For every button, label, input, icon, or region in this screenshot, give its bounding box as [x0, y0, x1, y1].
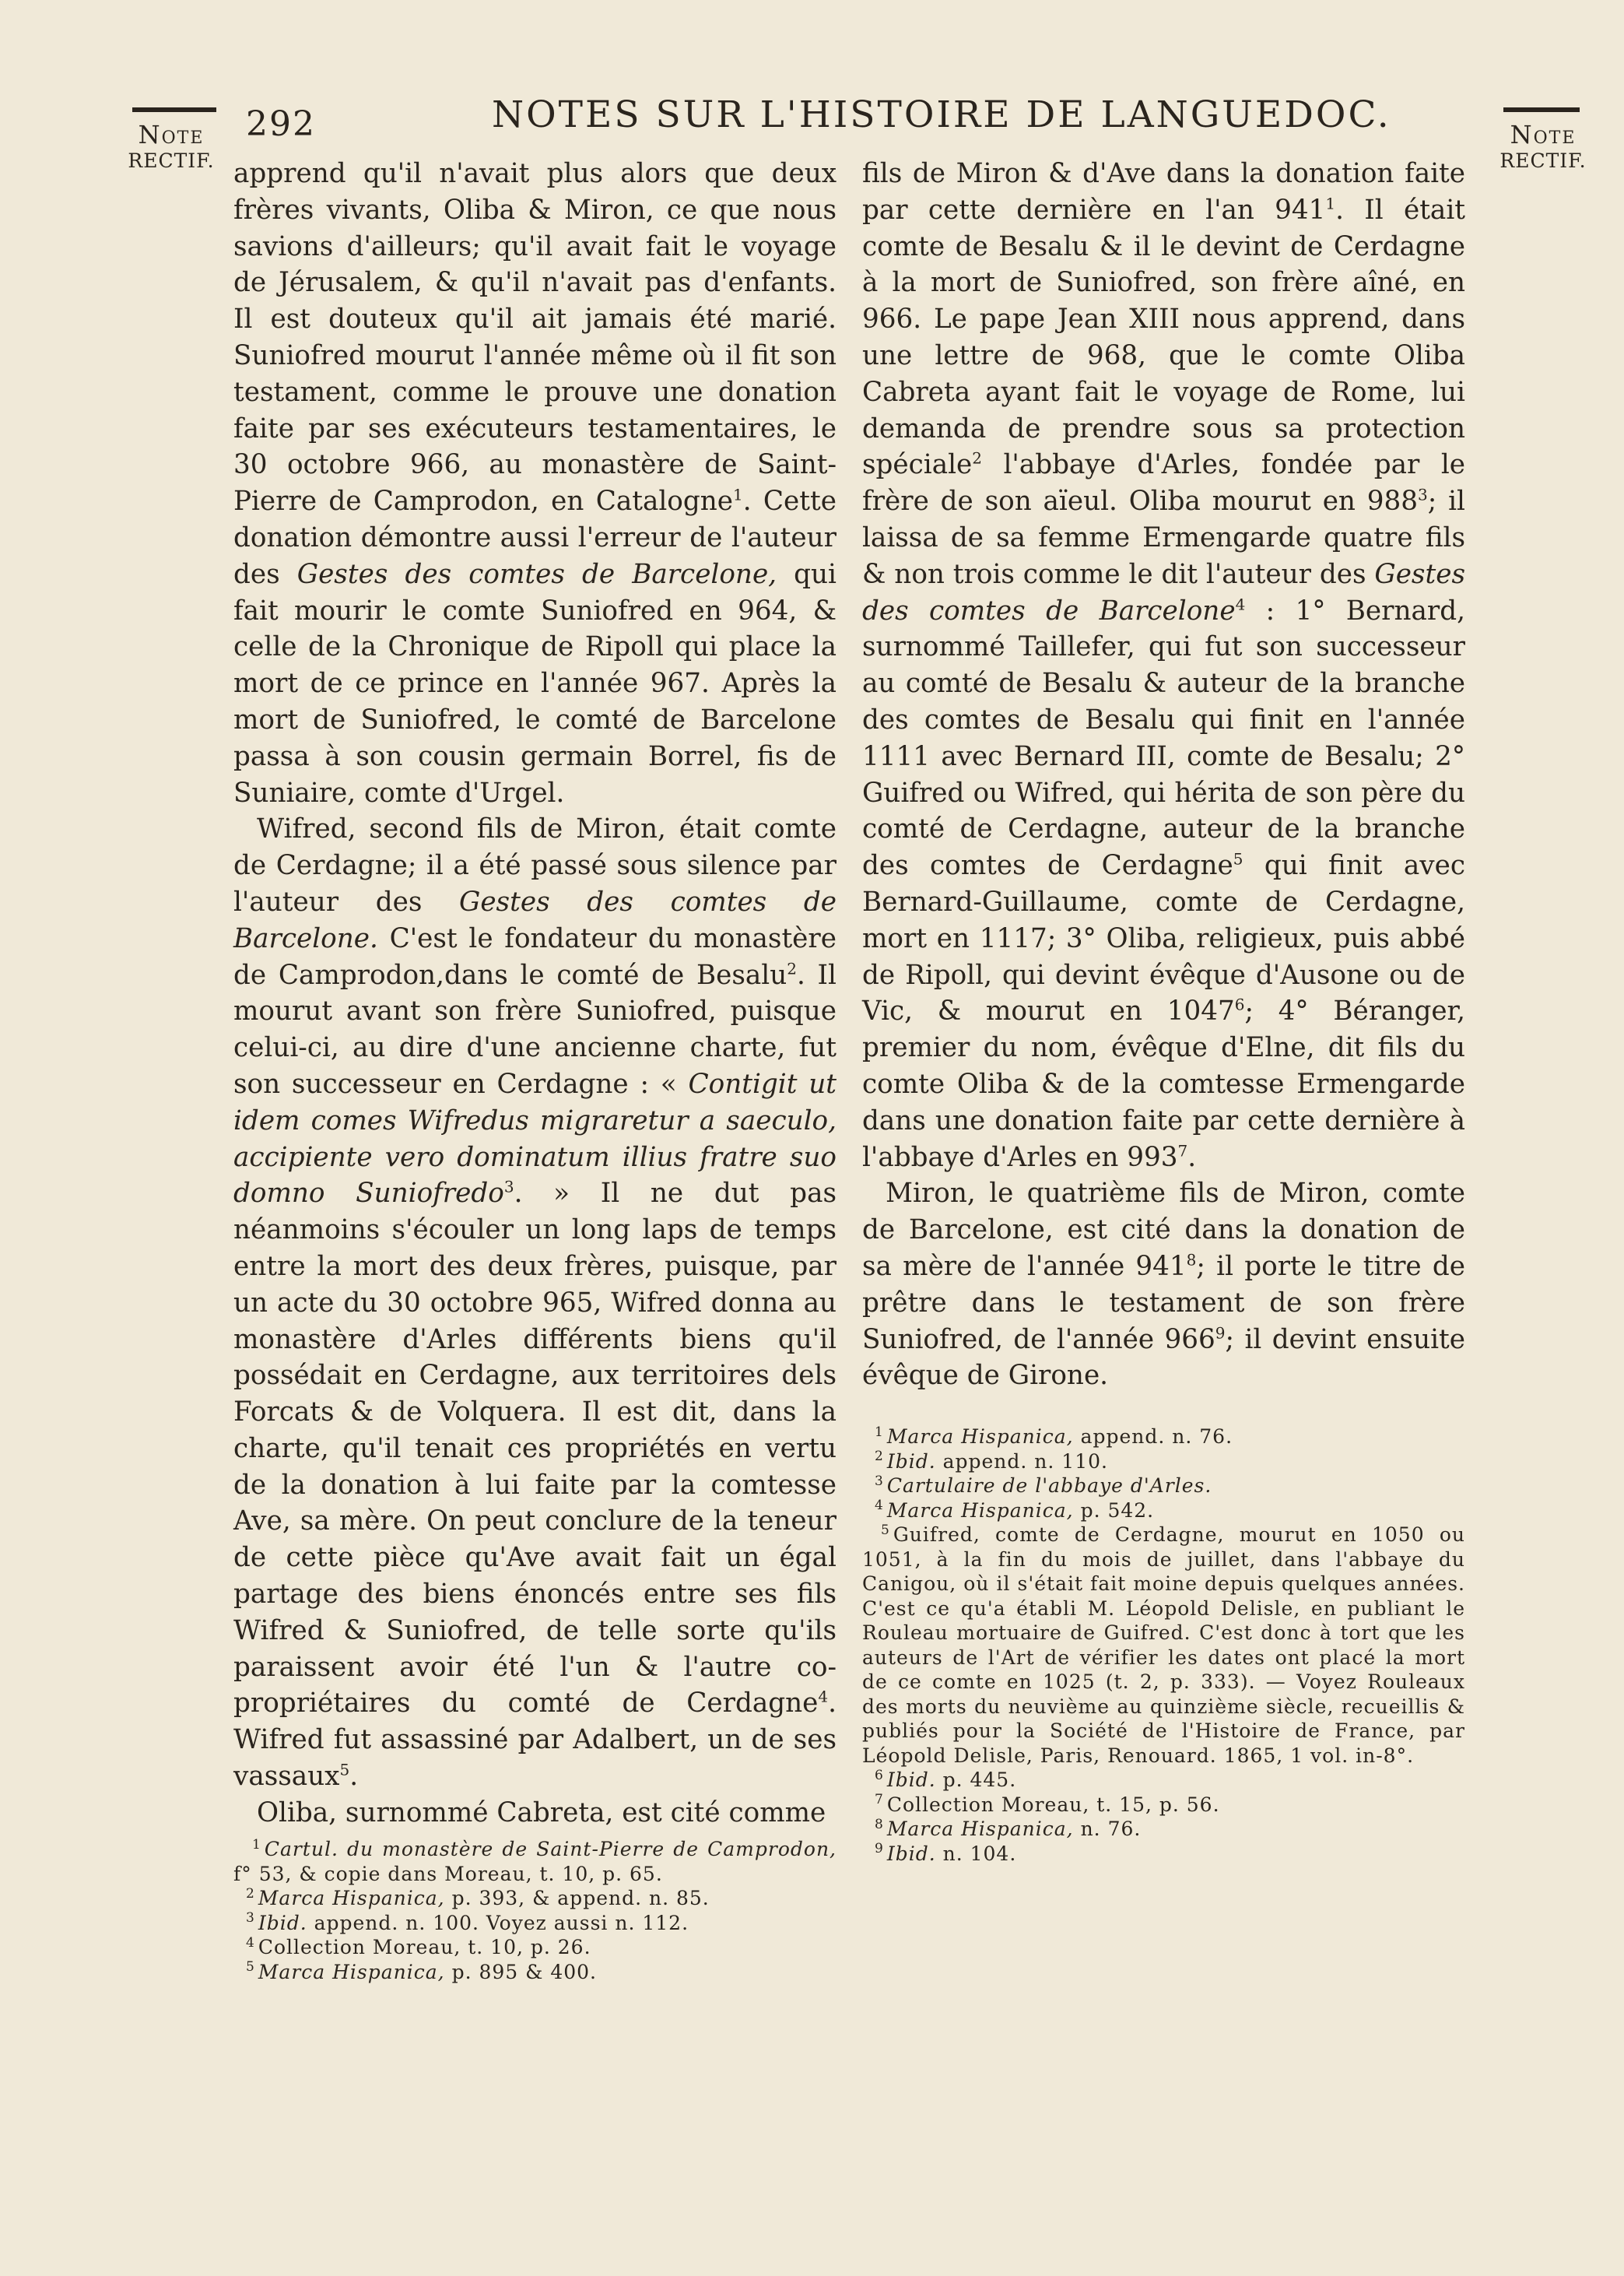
footnote — [862, 1817, 1465, 1842]
text-run: qui finit avec Bernard-Guillaume, comte de Cerdagne, mort en 1117; 3° Oliba, religieux, puis abbé de Ripoll, qui devint évêque d'Ausone ou de Vic, & mourut en 1047 — [862, 850, 1465, 1027]
footnote — [233, 1911, 837, 1936]
margin-note-right — [1492, 121, 1594, 174]
text-run: ; il devint ensuite évêque de Girone. — [862, 1323, 1466, 1392]
footnote — [862, 1768, 1465, 1793]
right-paragraph-1 — [862, 156, 1465, 1175]
footnote — [862, 1793, 1465, 1818]
italic-title: Gestes des comtes de Barcelone. — [233, 886, 837, 954]
footnote-mark: 9 — [875, 1841, 884, 1857]
footnote-ref: 2 — [787, 959, 797, 978]
footnote-mark: 5 — [881, 1522, 890, 1538]
footnote-ref: 5 — [1233, 849, 1243, 869]
footnote-title: Marca Hispanica, — [258, 1960, 445, 1983]
footnote — [862, 1473, 1465, 1498]
text-run: ; il laissa de sa femme Ermengarde quatre fils & non trois comme le dit l'auteur des — [862, 486, 1465, 590]
footnote-ref: 4 — [1235, 595, 1246, 614]
footnote-ref: 1 — [1325, 194, 1336, 213]
footnote-title: Ibid. — [886, 1449, 936, 1473]
footnotes-right — [862, 1424, 1465, 1866]
footnote — [862, 1523, 1465, 1768]
footnote — [233, 1837, 837, 1886]
footnote-ref: 7 — [1177, 1141, 1188, 1161]
text-run: fils de Miron & d'Ave dans la donation faite par cette dernière en l'an 941 — [862, 158, 1465, 226]
footnote-text: f° 53, & copie dans Moreau, t. 10, p. 65. — [233, 1862, 663, 1885]
right-column — [862, 156, 1465, 1394]
text-run: . Cette donation démontre aussi l'erreur de l'auteur des — [233, 486, 837, 590]
text-run: Wifred, second fils de Miron, était comte de Cerdagne; il a été passé sous silence par l'auteur des — [233, 813, 837, 918]
margin-rule-left — [132, 107, 216, 112]
footnote-mark: 3 — [246, 1910, 255, 1927]
footnote-text: append. n. 76. — [1073, 1425, 1233, 1448]
footnote-mark: 4 — [875, 1498, 884, 1514]
margin-rule-right — [1503, 107, 1580, 112]
footnote-title: Cartulaire de l'abbaye d'Arles. — [886, 1474, 1212, 1497]
margin-note-left — [117, 121, 226, 174]
footnote-title: Marca Hispanica, — [886, 1498, 1074, 1522]
text-run: ; 4° Béranger, premier du nom, évêque d'Elne, dit fils du comte Oliba & de la comtesse Ermengarde dans une donation faite par cette dernière à l'abbaye d'Arles en 993 — [862, 996, 1466, 1173]
text-run: l'abbaye d'Arles, fondée par le frère de son aïeul. Oliba mourut en 988 — [862, 449, 1465, 518]
margin-note-right-line1: Note — [1510, 120, 1577, 149]
text-run: qui fait mourir le comte Suniofred en 964, & celle de la Chronique de Ripoll qui place la mort de ce prince en l'année 967. Après la mort de Suniofred, le comté de Barcelone passa à son cousin germain Borrel, fis de Suniaire, comte d'Urgel. — [233, 558, 837, 809]
footnote-text: p. 895 & 400. — [444, 1960, 597, 1983]
footnote-text: p. 542. — [1073, 1498, 1155, 1522]
footnote-title: Ibid. — [258, 1911, 307, 1934]
footnote — [862, 1498, 1465, 1523]
footnote-text: n. 104. — [935, 1842, 1017, 1865]
footnote-title: Ibid. — [886, 1842, 936, 1865]
footnote-ref: 2 — [972, 448, 983, 468]
footnote-text: Collection Moreau, t. 10, p. 26. — [258, 1936, 591, 1958]
footnote-text: append. n. 100. Voyez aussi n. 112. — [307, 1911, 689, 1934]
footnote-title: Marca Hispanica, — [258, 1887, 445, 1909]
footnote-mark: 8 — [875, 1816, 884, 1832]
footnote-ref: 6 — [1234, 995, 1245, 1014]
running-title: NOTES SUR L'HISTOIRE DE LANGUEDOC. — [492, 93, 1391, 136]
italic-title: Gestes des comtes de Barcelone — [862, 558, 1465, 627]
footnote-ref: 8 — [1186, 1250, 1197, 1270]
footnote-ref: 9 — [1215, 1323, 1226, 1343]
latin-quote: Contigit ut idem comes Wifredus migraretur a saeculo, accipiente vero dominatum illius fratre suo domno Suniofredo — [233, 1068, 837, 1210]
text-run: . Il était comte de Besalu & il le devint de Cerdagne à la mort de Suniofred, son frère aîné, en 966. Le pape Jean XIII nous apprend, dans une lettre de 968, que le comte Oliba Cabreta ayant fait le voyage de Rome, lui demanda de prendre sous sa protection spéciale — [862, 194, 1465, 481]
footnote-title: Ibid. — [886, 1768, 936, 1791]
footnote-mark: 5 — [246, 1959, 255, 1976]
page-number: 292 — [246, 104, 316, 144]
footnote-mark: 4 — [246, 1934, 255, 1951]
footnote-mark: 7 — [875, 1792, 884, 1808]
left-paragraph-2 — [233, 811, 837, 1795]
text-run: Miron, le quatrième fils de Miron, comte de Barcelone, est cité dans la donation de sa mère de l'année 941 — [862, 1178, 1465, 1282]
footnote-ref: 1 — [733, 485, 743, 504]
left-paragraph-3: Oliba, surnommé Cabreta, est cité comme — [257, 1797, 826, 1828]
text-run: . Il mourut avant son frère Suniofred, puisque celui-ci, au dire d'une ancienne charte, fut son successeur en Cerdagne : « — [233, 959, 837, 1100]
footnote-mark: 2 — [246, 1885, 255, 1902]
footnote-mark: 6 — [875, 1767, 884, 1783]
text-run: ; il porte le titre de prêtre dans le testament de son frère Suniofred, de l'année 966 — [862, 1250, 1465, 1355]
margin-note-left-line2: RECTIF. — [128, 149, 215, 172]
footnote-title: Marca Hispanica, — [886, 1818, 1074, 1840]
footnote-title: Cartul. du monastère de Saint-Pierre de Camprodon, — [264, 1838, 837, 1860]
italic-title: Gestes des comtes de Barcelone, — [296, 558, 777, 590]
text-run: . » Il ne dut pas néanmoins s'écouler un long laps de temps entre la mort des deux frères, puisque, par un acte du 30 octobre 965, Wifred donna au monastère d'Arles différents biens qu'il possédait en Cerdagne, aux territoires dels Forcats & de Volquera. Il est dit, dans la charte, qu'il tenait ces propriétés en vertu de la donation à lui faite par la comtesse Ave, sa mère. On peut conclure de la teneur de cette pièce qu'Ave avait fait un égal partage des biens énoncés entre ses fils Wifred & Suniofred, de telle sorte qu'ils paraissent avoir été l'un & l'autre co-propriétaires du comté de Cerdagne — [233, 1178, 837, 1719]
footnote-text: p. 393, & append. n. 85. — [444, 1887, 710, 1909]
footnote — [862, 1424, 1465, 1449]
right-paragraph-2 — [862, 1175, 1465, 1394]
left-column — [233, 156, 837, 1832]
text-run: apprend qu'il n'avait plus alors que deux frères vivants, Oliba & Miron, ce que nous savions d'ailleurs; qu'il avait fait le voyage de Jérusalem, & qu'il n'avait pas d'enfants. Il est douteux qu'il ait jamais été marié. Suniofred mourut l'année même où il fit son testament, comme le prouve une donation faite par ses exécuteurs testamentaires, le 30 octobre 966, au monastère de Saint-Pierre de Camprodon, en Catalogne — [233, 158, 837, 518]
footnote-text: n. 76. — [1073, 1818, 1142, 1840]
text-run: . — [349, 1761, 359, 1793]
footnote-ref: 3 — [1418, 485, 1428, 504]
footnote-text: Guifred, comte de Cerdagne, mourut en 1050 ou 1051, à la fin du mois de juillet, dans l'abbaye du Canigou, où il s'était fait moine depuis quelques années. C'est ce qu'a établi M. Léopold Delisle, en publiant le Rouleau mortuaire de Guifred. C'est donc à tort que les auteurs de l'Art de vérifier les dates ont placé la mort de ce comte en 1025 (t. 2, p. 333). — Voyez Rouleaux des morts du neuvième au quinzième siècle, recueillis & publiés pour la Société de l'Histoire de France, par Léopold Delisle, Paris, Renouard. 1865, 1 vol. in-8°. — [862, 1523, 1465, 1767]
footnote — [233, 1935, 837, 1960]
footnote-text: p. 445. — [935, 1768, 1017, 1791]
footnote-ref: 3 — [503, 1177, 514, 1196]
footnote-mark: 1 — [252, 1836, 261, 1853]
margin-note-right-line2: RECTIF. — [1499, 149, 1587, 172]
footnote — [233, 1960, 837, 1985]
left-paragraph-1 — [233, 156, 837, 811]
footnote-title: Marca Hispanica, — [886, 1425, 1074, 1448]
text-run: . Wifred fut assassiné par Adalbert, un de ses vassaux — [233, 1688, 837, 1793]
footnote-mark: 2 — [875, 1449, 884, 1465]
footnote-mark: 1 — [875, 1424, 884, 1440]
text-run: . — [1187, 1141, 1197, 1173]
footnote — [862, 1449, 1465, 1474]
text-run: : 1° Bernard, surnommé Taillefer, qui fut son successeur au comté de Besalu & auteur de la branche des comtes de Besalu qui finit en l'année 1111 avec Bernard III, comte de Besalu; 2° Guifred ou Wifred, qui hérita de son père du comté de Cerdagne, auteur de la branche des comtes de Cerdagne — [862, 595, 1465, 882]
footnote-ref: 4 — [818, 1688, 829, 1707]
footnote — [862, 1842, 1465, 1867]
text-run: C'est le fondateur du monastère de Camprodon,dans le comté de Besalu — [233, 922, 837, 991]
footnote-text: append. n. 110. — [935, 1449, 1108, 1473]
footnote — [233, 1886, 837, 1911]
margin-note-left-line1: Note — [138, 120, 205, 149]
footnote-ref: 5 — [339, 1760, 350, 1779]
footnote-text: Collection Moreau, t. 15, p. 56. — [886, 1793, 1220, 1816]
footnote-mark: 3 — [875, 1473, 884, 1489]
footnotes-left — [233, 1837, 837, 1984]
